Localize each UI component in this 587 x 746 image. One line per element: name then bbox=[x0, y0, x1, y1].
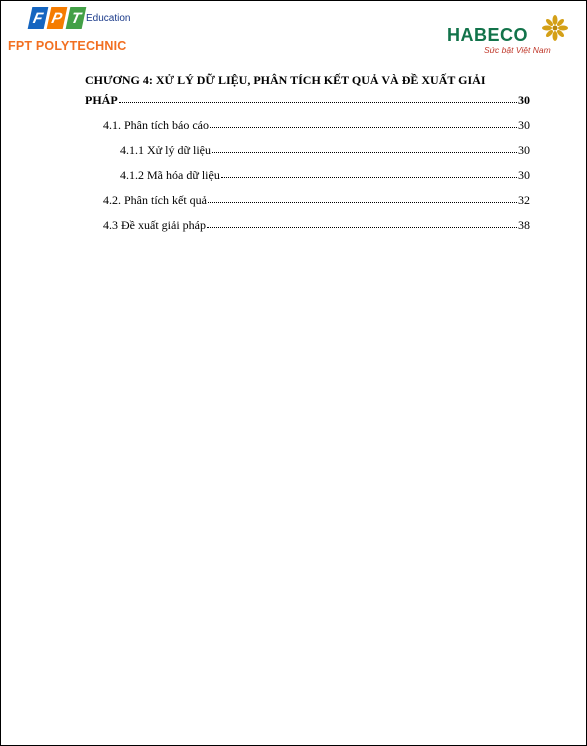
toc-leader-dots bbox=[208, 190, 517, 203]
toc-item-label: 4.1.1 Xử lý dữ liệu bbox=[120, 143, 212, 157]
toc-page-number: 30 bbox=[518, 143, 530, 157]
toc-leader-dots bbox=[221, 165, 517, 178]
fpt-education-text: Education bbox=[86, 13, 131, 24]
toc-item-label: 4.3 Đề xuất giải pháp bbox=[103, 218, 206, 232]
fpt-education-logo bbox=[8, 7, 138, 55]
habeco-flower-icon bbox=[541, 14, 569, 42]
toc-item[interactable] bbox=[103, 191, 530, 208]
fpt-letter-p: P bbox=[47, 7, 68, 29]
fpt-mark bbox=[30, 7, 84, 29]
toc-chapter-title-line1: CHƯƠNG 4: XỬ LÝ DỮ LIỆU, PHÂN TÍCH KẾT QUẢ VÀ ĐỀ XUẤT GIẢI bbox=[85, 73, 486, 87]
toc-chapter-title-line2: PHÁP bbox=[85, 93, 118, 107]
fpt-polytechnic-text: FPT POLYTECHNIC bbox=[8, 39, 127, 53]
toc-item[interactable] bbox=[120, 166, 530, 183]
toc-leader-dots bbox=[119, 90, 517, 103]
toc-chapter-4-line2[interactable] bbox=[85, 91, 530, 108]
toc-item-label: 4.1. Phân tích báo cáo bbox=[103, 118, 209, 132]
fpt-letter-f: F bbox=[28, 7, 49, 29]
toc-leader-dots bbox=[212, 140, 517, 153]
toc-item[interactable] bbox=[120, 141, 530, 158]
toc-item-label: 4.1.2 Mã hóa dữ liệu bbox=[120, 168, 220, 182]
toc-page-number: 30 bbox=[518, 118, 530, 132]
habeco-logo bbox=[447, 14, 572, 54]
toc-item[interactable] bbox=[103, 216, 530, 233]
toc-item-label: 4.2. Phân tích kết quả bbox=[103, 193, 207, 207]
toc-leader-dots bbox=[207, 215, 517, 228]
habeco-name: HABECO bbox=[447, 25, 529, 45]
habeco-tagline: Sức bật Việt Nam bbox=[484, 45, 551, 55]
toc-page-number: 30 bbox=[518, 168, 530, 182]
toc-leader-dots bbox=[210, 115, 517, 128]
fpt-letter-t: T bbox=[66, 7, 87, 29]
toc-page-number: 32 bbox=[518, 193, 530, 207]
toc-item[interactable] bbox=[103, 116, 530, 133]
toc-page-number: 38 bbox=[518, 218, 530, 232]
toc-page-number: 30 bbox=[518, 93, 530, 107]
